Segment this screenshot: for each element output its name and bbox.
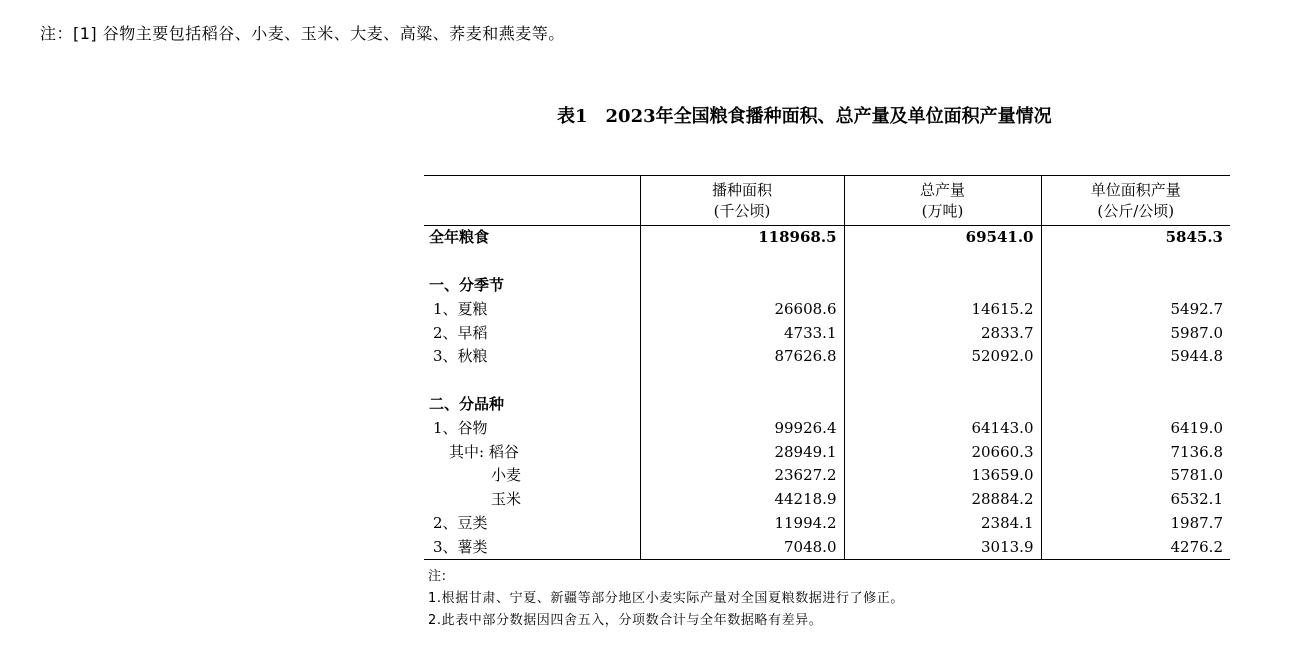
- sown-area-value: 44218.9: [640, 488, 844, 512]
- yield-value: 7136.8: [1041, 440, 1230, 464]
- header-blank: [424, 176, 640, 226]
- sown-area-value: [640, 250, 844, 274]
- yield-value: 5944.8: [1041, 345, 1230, 369]
- row-label: 二、分品种: [429, 394, 505, 413]
- table-row: [424, 274, 1230, 298]
- row-label: [424, 250, 640, 274]
- table-row: [424, 321, 1230, 345]
- sown-area-value: 26608.6: [640, 297, 844, 321]
- sown-area-value: [640, 369, 844, 393]
- yield-value: 1987.7: [1041, 512, 1230, 536]
- table-row: [424, 345, 1230, 369]
- row-label: 2、早稻: [433, 323, 488, 342]
- header-total-output-title: 总产量: [919, 180, 965, 199]
- total-output-value: [844, 369, 1041, 393]
- notes-heading: 注:: [428, 569, 447, 584]
- row-label: 全年粮食: [429, 228, 490, 247]
- yield-value: 6532.1: [1041, 488, 1230, 512]
- note-item: 1.根据甘肃、宁夏、新疆等部分地区小麦实际产量对全国夏粮数据进行了修正。: [428, 591, 905, 606]
- yield-value: [1041, 369, 1230, 393]
- total-output-value: [844, 393, 1041, 417]
- sown-area-value: 23627.2: [640, 464, 844, 488]
- total-output-value: 64143.0: [844, 416, 1041, 440]
- table-row: [424, 297, 1230, 321]
- total-output-value: [844, 274, 1041, 298]
- yield-value: 5845.3: [1041, 226, 1230, 250]
- header-sown-area-unit: (千公顷): [713, 201, 771, 220]
- yield-value: 4276.2: [1041, 535, 1230, 559]
- row-label: 玉米: [491, 490, 522, 509]
- header-total-output-unit: (万吨): [921, 201, 964, 220]
- table-row: [424, 535, 1230, 559]
- row-label: 3、秋粮: [433, 347, 488, 366]
- table-row: [424, 369, 1230, 393]
- yield-value: 6419.0: [1041, 416, 1230, 440]
- table-row: [424, 488, 1230, 512]
- table-row: [424, 250, 1230, 274]
- row-label: 小麦: [491, 466, 522, 485]
- total-output-value: 14615.2: [844, 297, 1041, 321]
- total-output-value: 2384.1: [844, 512, 1041, 536]
- table-notes: [428, 566, 904, 632]
- row-label: 1、谷物: [433, 418, 488, 437]
- row-label: 一、分季节: [429, 275, 505, 294]
- yield-value: [1041, 250, 1230, 274]
- sown-area-value: [640, 274, 844, 298]
- sown-area-value: [640, 393, 844, 417]
- total-output-value: 52092.0: [844, 345, 1041, 369]
- table-header-row: [424, 176, 1230, 226]
- table-row: [424, 440, 1230, 464]
- yield-value: [1041, 274, 1230, 298]
- sown-area-value: 11994.2: [640, 512, 844, 536]
- header-yield-unit: (公斤/公顷): [1097, 201, 1175, 220]
- row-label: 1、夏粮: [433, 299, 488, 318]
- table-row: [424, 393, 1230, 417]
- header-yield-title: 单位面积产量: [1090, 180, 1181, 199]
- table-row: [424, 512, 1230, 536]
- table-row: [424, 226, 1230, 250]
- sown-area-value: 99926.4: [640, 416, 844, 440]
- total-output-value: 3013.9: [844, 535, 1041, 559]
- yield-value: [1041, 393, 1230, 417]
- row-label: [424, 369, 640, 393]
- yield-value: 5781.0: [1041, 464, 1230, 488]
- table-row: [424, 416, 1230, 440]
- header-total-output: [844, 176, 1041, 226]
- total-output-value: 28884.2: [844, 488, 1041, 512]
- header-sown-area: [640, 176, 844, 226]
- yield-value: 5987.0: [1041, 321, 1230, 345]
- sown-area-value: 118968.5: [640, 226, 844, 250]
- total-output-value: [844, 250, 1041, 274]
- grain-statistics-table: [424, 175, 1230, 560]
- total-output-value: 2833.7: [844, 321, 1041, 345]
- sown-area-value: 4733.1: [640, 321, 844, 345]
- total-output-value: 13659.0: [844, 464, 1041, 488]
- header-sown-area-title: 播种面积: [711, 180, 772, 199]
- header-yield: [1041, 176, 1230, 226]
- total-output-value: 69541.0: [844, 226, 1041, 250]
- table-title: 表1 2023年全国粮食播种面积、总产量及单位面积产量情况: [557, 106, 1052, 127]
- top-footnote: 注：[1] 谷物主要包括稻谷、小麦、玉米、大麦、高粱、荞麦和燕麦等。: [40, 24, 565, 43]
- yield-value: 5492.7: [1041, 297, 1230, 321]
- row-label: 2、豆类: [433, 513, 488, 532]
- sown-area-value: 7048.0: [640, 535, 844, 559]
- row-label: 其中: 稻谷: [449, 442, 519, 461]
- sown-area-value: 87626.8: [640, 345, 844, 369]
- sown-area-value: 28949.1: [640, 440, 844, 464]
- total-output-value: 20660.3: [844, 440, 1041, 464]
- note-item: 2.此表中部分数据因四舍五入，分项数合计与全年数据略有差异。: [428, 613, 823, 628]
- table-row: [424, 464, 1230, 488]
- row-label: 3、薯类: [424, 535, 640, 559]
